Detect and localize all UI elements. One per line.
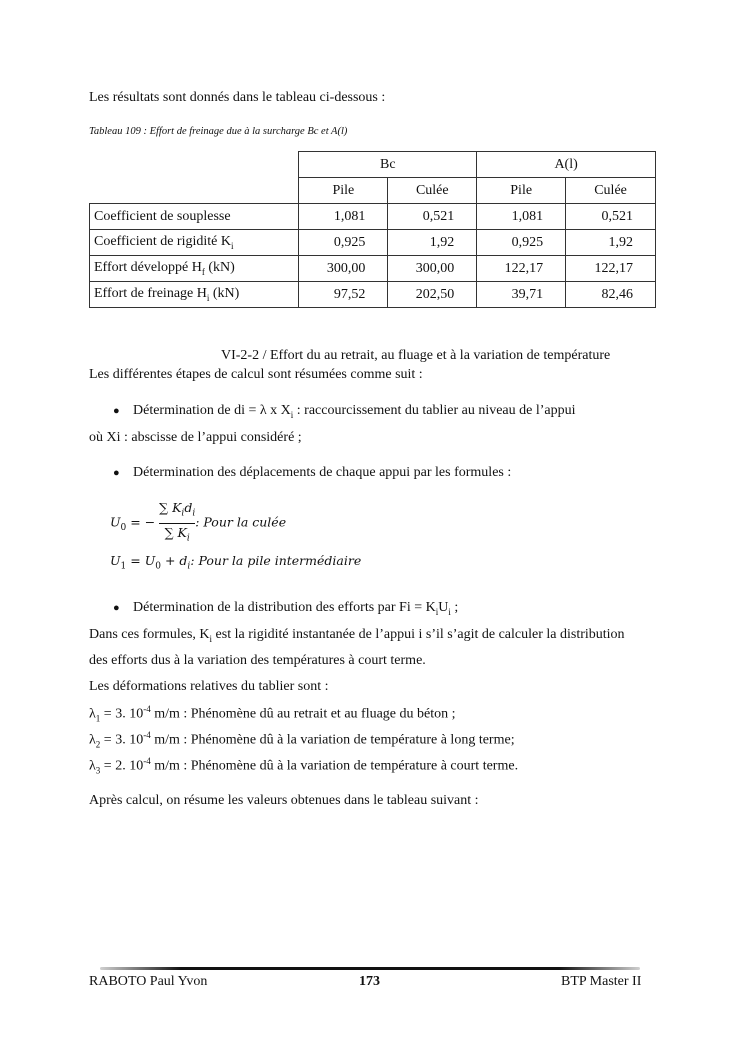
footer-author: RABOTO Paul Yvon (89, 974, 208, 989)
cell-value: 122,17 (566, 256, 656, 282)
cell-value: 202,50 (388, 282, 477, 308)
section-title: VI-2-2 / Effort du au retrait, au fluage et à la variation de température (221, 348, 611, 363)
formula-mid-sub: 0 (155, 561, 161, 572)
numerator-sum: ∑ K (159, 500, 182, 515)
lambda-2 (89, 730, 515, 749)
bullet-step-3 (133, 600, 458, 617)
lambda-sub: 2 (95, 739, 101, 750)
lambda-exponent: -4 (143, 756, 151, 766)
formula-plus: + d (160, 553, 188, 568)
lambda-exponent: -4 (143, 730, 151, 740)
lambda-symbol: λ (89, 706, 96, 722)
formula-lhs-sub: 1 (120, 561, 127, 572)
cell-value: 300,00 (299, 256, 388, 282)
table-caption: Tableau 109 : Effort de freinage due à la surcharge Bc et A(l) (89, 126, 348, 137)
footer-program: BTP Master II (561, 974, 642, 989)
step-3-u: U (438, 600, 449, 615)
table-row (90, 256, 656, 282)
para-sub: i (209, 633, 213, 644)
formula-mid: = U (126, 553, 156, 568)
row-label (90, 230, 299, 256)
step-1-sub: i (290, 409, 294, 420)
fraction-bar (159, 523, 195, 524)
cell-value: 1,92 (566, 230, 656, 256)
lambda-value: = 3. 10 (100, 706, 144, 722)
row-label-main: Coefficient de rigidité K (94, 234, 231, 250)
subheader-pile-al: Pile (477, 178, 566, 204)
formula-culee (110, 500, 286, 546)
table-header-sub (90, 178, 656, 204)
step-1-text-end: : raccourcissement du tablier au niveau de l’appui (293, 403, 576, 418)
formula-culee-label: : Pour la culée (195, 514, 287, 530)
step-3-sub2: i (448, 606, 451, 617)
denominator-sub: i (186, 533, 190, 543)
formula-pile-label: : Pour la pile intermédiaire (190, 553, 362, 568)
intro-text: Les résultats sont donnés dans le tableau ci-dessous : (89, 90, 386, 105)
fraction-numerator (159, 500, 195, 522)
page-number: 173 (359, 974, 380, 989)
row-label-tail: (kN) (209, 286, 240, 302)
formula-pile (110, 553, 361, 572)
step-1-text: Détermination de di = λ x X (133, 403, 291, 418)
fraction-denominator (159, 525, 195, 547)
paragraph-rigidity (89, 627, 625, 644)
header-al: A(l) (477, 152, 656, 178)
cell-value: 97,52 (299, 282, 388, 308)
table-header-groups (90, 152, 656, 178)
bullet-step-2: Détermination des déplacements de chaque appui par les formules : (133, 465, 512, 480)
bullet-icon: ● (113, 602, 120, 614)
paragraph-rigidity-line2: des efforts dus à la variation des températures à court terme. (89, 653, 426, 668)
row-label-sub: f (201, 266, 205, 277)
denominator-sum: ∑ K (164, 524, 187, 540)
cell-value: 1,081 (299, 204, 388, 230)
footer-divider (100, 967, 640, 970)
step-3-end: ; (450, 600, 459, 615)
cell-value: 0,925 (299, 230, 388, 256)
table-corner-2 (90, 178, 299, 204)
lambda-symbol: λ (89, 758, 96, 774)
numerator-sub2: i (192, 508, 196, 519)
para-text-end: est la rigidité instantanée de l’appui i s’il s’agit de calculer la distribution (212, 627, 625, 642)
numerator-d: d (184, 500, 193, 515)
row-label-tail: (kN) (204, 260, 235, 276)
cell-value: 1,081 (477, 204, 566, 230)
row-label-main: Effort de freinage H (94, 286, 207, 302)
braking-force-table (89, 151, 656, 308)
lambda-value: = 3. 10 (100, 732, 144, 748)
row-label (90, 256, 299, 282)
lambda-1 (89, 704, 456, 723)
row-label (90, 282, 299, 308)
header-bc: Bc (299, 152, 477, 178)
subheader-pile-bc: Pile (299, 178, 388, 204)
lambda-value: = 2. 10 (100, 758, 144, 774)
deformations-intro: Les déformations relatives du tablier sont : (89, 679, 329, 694)
lambda-3 (89, 756, 518, 775)
row-label-sub: i (206, 292, 210, 303)
subheader-culee-al: Culée (566, 178, 656, 204)
formula-fraction (159, 500, 195, 546)
lambda-sub: 3 (95, 765, 101, 776)
bullet-step-1 (133, 403, 576, 420)
cell-value: 0,521 (566, 204, 656, 230)
lambda-description: m/m : Phénomène dû à la variation de température à court terme. (150, 758, 519, 774)
lambda-symbol: λ (89, 732, 96, 748)
cell-value: 0,925 (477, 230, 566, 256)
step-3-text: Détermination de la distribution des efforts par Fi = K (133, 600, 436, 615)
cell-value: 122,17 (477, 256, 566, 282)
step-1-continuation: où Xi : abscisse de l’appui considéré ; (89, 430, 302, 445)
cell-value: 39,71 (477, 282, 566, 308)
cell-value: 0,521 (388, 204, 477, 230)
table-corner (90, 152, 299, 178)
formula-eq: = − (126, 514, 156, 530)
lambda-sub: 1 (95, 713, 101, 724)
formula-lhs: U (110, 514, 121, 530)
lambda-description: m/m : Phénomène dû à la variation de température à long terme; (150, 732, 515, 748)
bullet-icon: ● (113, 405, 120, 417)
lambda-description: m/m : Phénomène dû au retrait et au fluage du béton ; (150, 706, 456, 722)
row-label-sub: i (230, 240, 234, 251)
cell-value: 300,00 (388, 256, 477, 282)
formula-lhs-sub: 0 (120, 523, 127, 533)
formula-lhs: U (110, 553, 121, 568)
table-row (90, 230, 656, 256)
table-row (90, 204, 656, 230)
closing-text: Après calcul, on résume les valeurs obtenues dans le tableau suivant : (89, 793, 479, 808)
formula-plus-sub: i (187, 561, 191, 572)
lambda-exponent: -4 (143, 704, 151, 714)
step-3-sub1: i (435, 606, 439, 617)
cell-value: 1,92 (388, 230, 477, 256)
bullet-icon: ● (113, 467, 120, 479)
para-text: Dans ces formules, K (89, 627, 210, 642)
row-label-main: Effort développé H (94, 260, 202, 276)
numerator-sub1: i (181, 508, 185, 519)
subheader-culee-bc: Culée (388, 178, 477, 204)
cell-value: 82,46 (566, 282, 656, 308)
steps-intro: Les différentes étapes de calcul sont résumées comme suit : (89, 367, 423, 382)
table-row (90, 282, 656, 308)
row-label: Coefficient de souplesse (90, 204, 299, 230)
